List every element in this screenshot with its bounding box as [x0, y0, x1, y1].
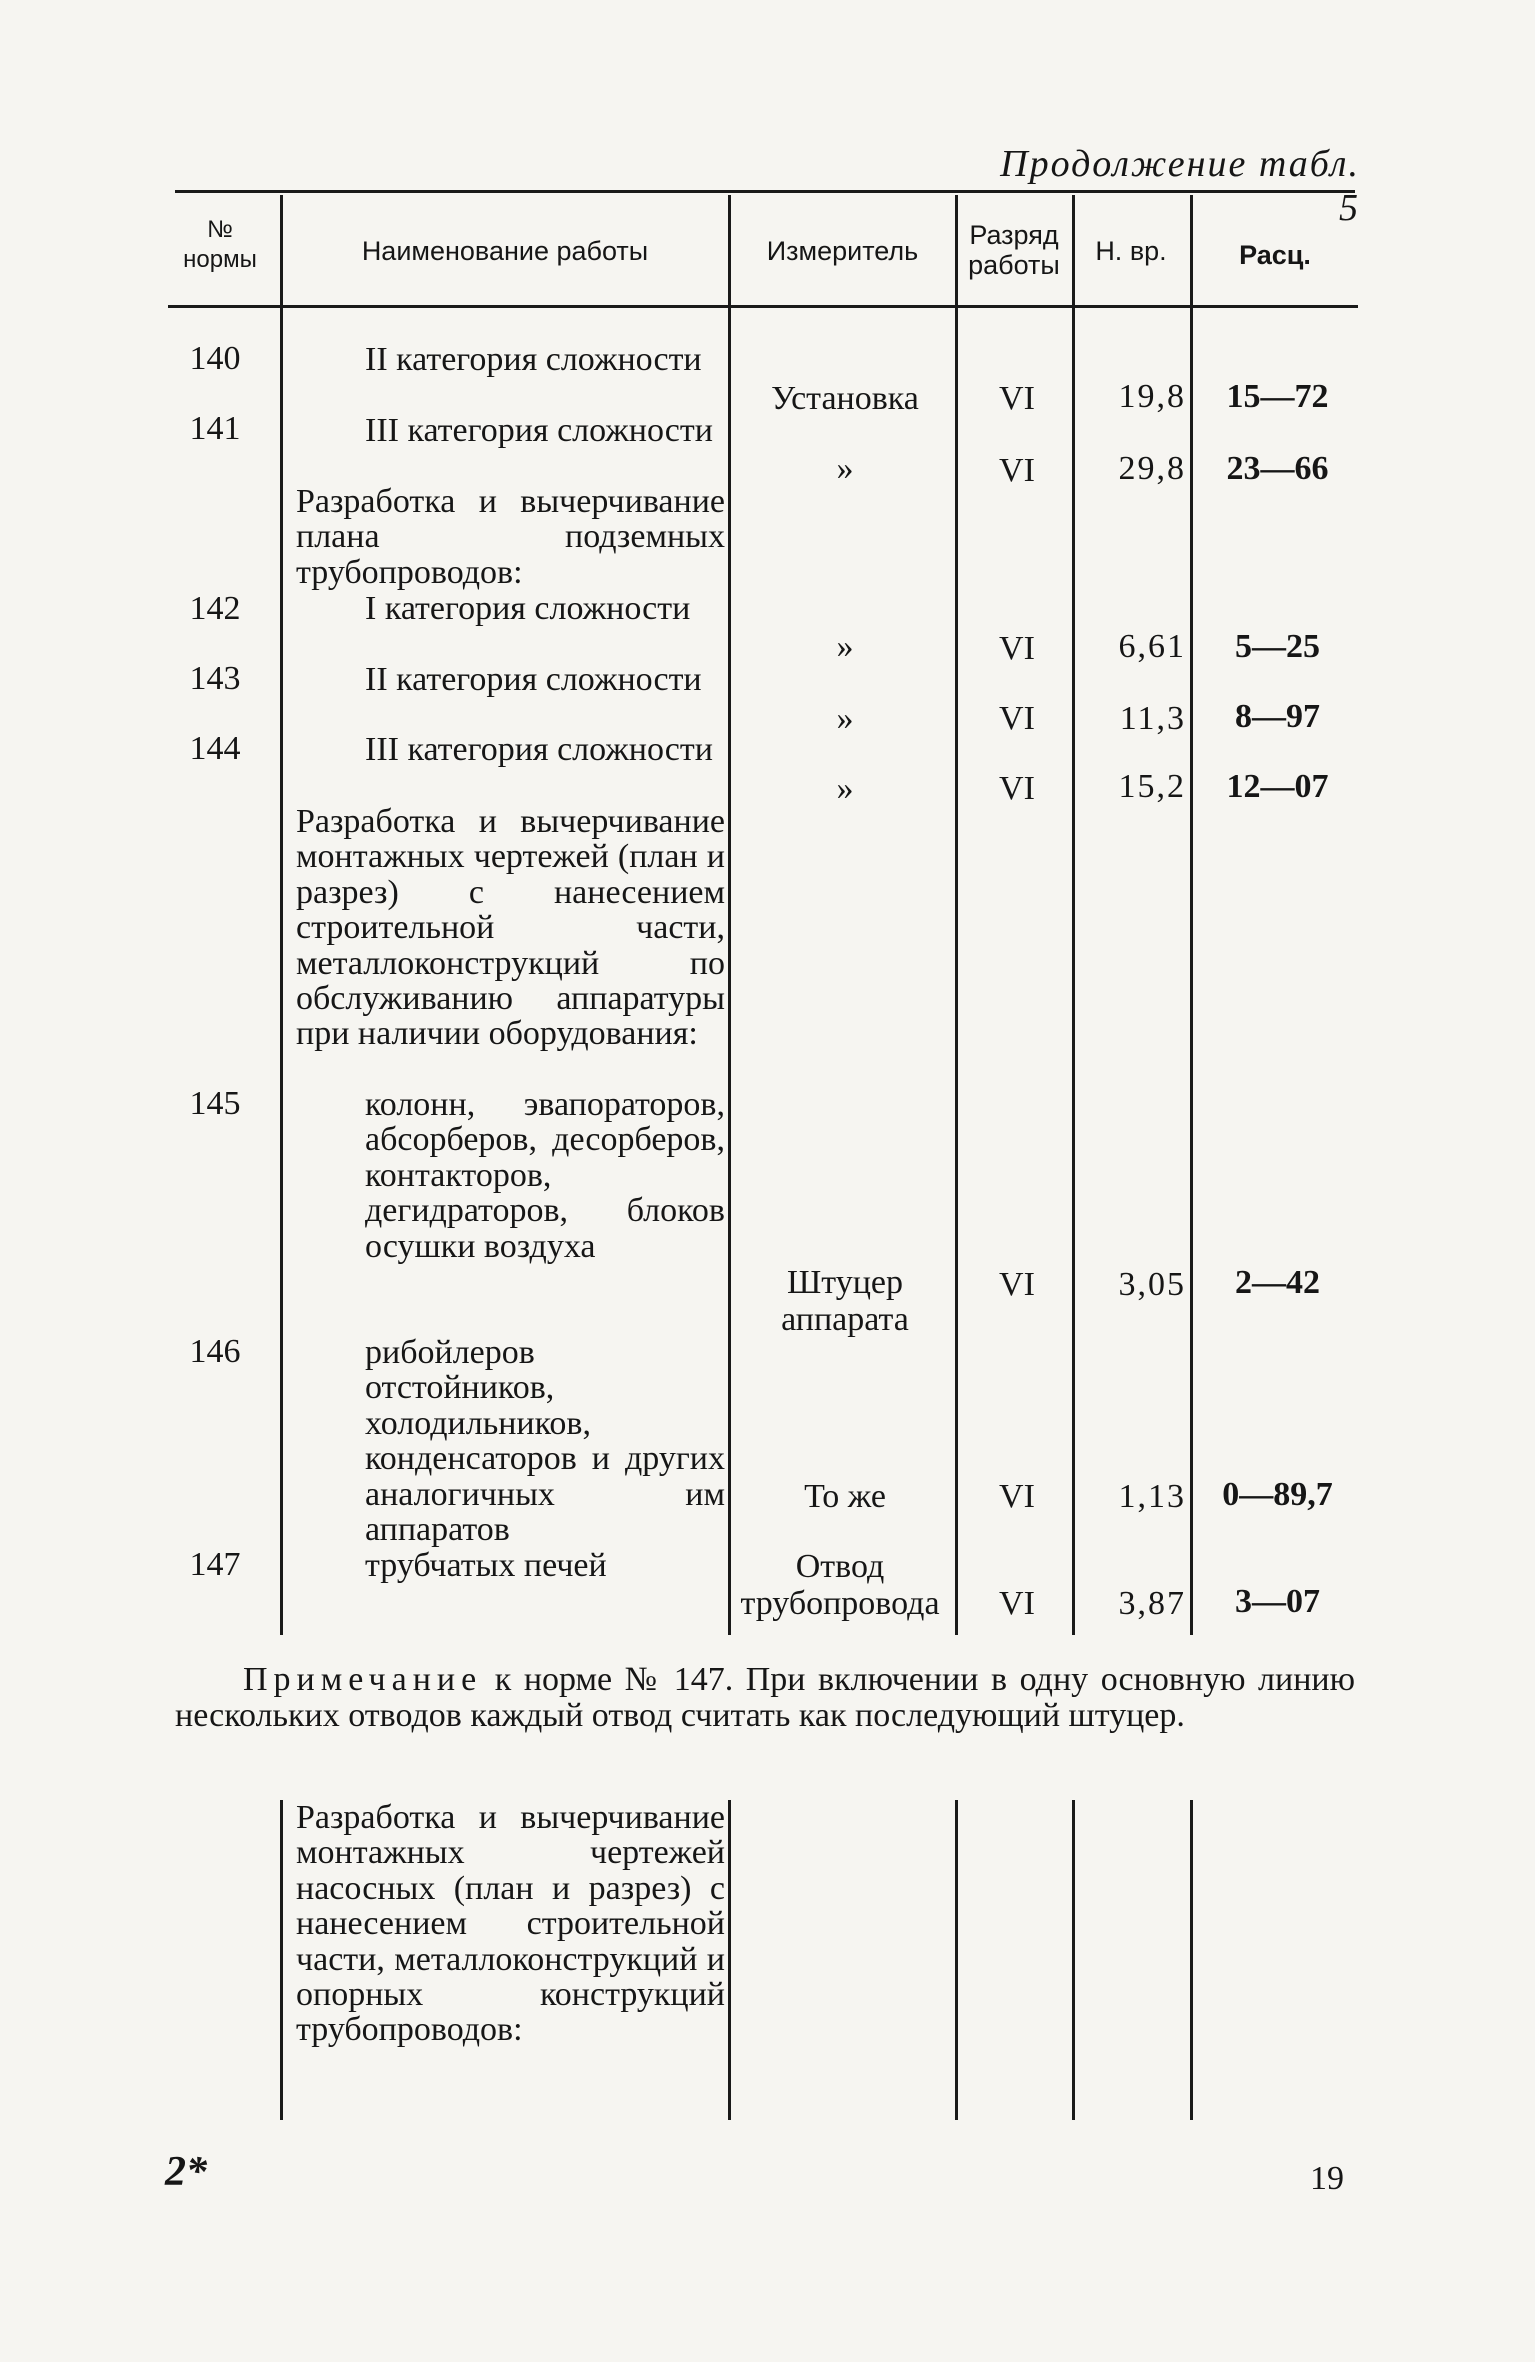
norm-number: 144 [189, 730, 241, 767]
work-description: II категория сложности [365, 661, 702, 698]
footnote-label: Примечание [243, 1661, 483, 1698]
work-grade: VI [999, 1478, 1035, 1515]
measure-unit: Штуцер аппарата [781, 1264, 909, 1338]
norm-time: 29,8 [1118, 450, 1186, 487]
norm-number: 147 [189, 1546, 241, 1583]
work-description: II категория сложности [365, 341, 702, 378]
norm-number: 140 [189, 340, 241, 377]
header-norm-time: Н. вр. [1095, 236, 1167, 266]
column-divider [955, 195, 958, 1635]
column-divider [1190, 195, 1193, 1635]
rate-value: 2—42 [1235, 1264, 1320, 1301]
column-divider [1190, 1800, 1193, 2120]
measure-unit: » [836, 450, 854, 487]
section-heading-plan: Разработка и вычерчивание плана подземных трубопроводов: [296, 483, 725, 591]
work-description: III категория сложности [365, 731, 713, 768]
column-divider [955, 1800, 958, 2120]
rate-value: 23—66 [1226, 450, 1329, 487]
norm-time: 15,2 [1118, 768, 1186, 805]
column-divider [280, 195, 283, 1635]
table-top-rule [175, 190, 1355, 193]
continuation-description: Разработка и вычерчивание монтажных чертежей насосных (план и разрез) с нанесением строительной части, металлоконструкций и опорных конструкций трубопроводов: [296, 1799, 725, 2049]
column-divider [728, 1800, 731, 2120]
footnote [175, 1662, 1355, 1734]
norm-time: 3,87 [1118, 1585, 1186, 1622]
header-grade: Разряд работы [968, 220, 1060, 280]
norm-time: 11,3 [1119, 700, 1186, 737]
work-grade: VI [999, 1585, 1035, 1622]
norm-time: 1,13 [1118, 1478, 1186, 1515]
measure-unit: Установка [771, 380, 919, 417]
norm-number: 146 [189, 1333, 241, 1370]
work-grade: VI [999, 700, 1035, 737]
measure-unit: » [836, 628, 854, 665]
norm-number: 141 [189, 410, 241, 447]
column-divider [280, 1800, 283, 2120]
norm-time: 3,05 [1118, 1266, 1186, 1303]
measure-unit: То же [804, 1478, 886, 1515]
signature-mark: 2* [165, 2149, 207, 2195]
column-divider [728, 195, 731, 1635]
norm-number: 143 [189, 660, 241, 697]
work-description: рибойлеров отстойников, холодильников, конденсаторов и других аналогичных им аппаратов [365, 1334, 725, 1549]
norm-number: 142 [189, 590, 241, 627]
measure-unit: » [836, 700, 854, 737]
norm-time: 19,8 [1118, 378, 1186, 415]
header-number: № нормы [183, 216, 257, 273]
rate-value: 5—25 [1235, 628, 1320, 665]
work-description: I категория сложности [365, 590, 691, 627]
rate-value: 8—97 [1235, 698, 1320, 735]
norm-number: 145 [189, 1085, 241, 1122]
work-grade: VI [999, 452, 1035, 489]
measure-unit: » [836, 770, 854, 807]
header-unit: Измеритель [766, 236, 919, 266]
rate-value: 3—07 [1235, 1583, 1320, 1620]
work-grade: VI [999, 770, 1035, 807]
column-divider [1072, 195, 1075, 1635]
section-heading-mount: Разработка и вычерчивание монтажных чертежей (план и разрез) с нанесением строительной части, металлоконструкций по обслуживанию аппаратуры при наличии оборудования: [296, 803, 725, 1053]
rate-value: 0—89,7 [1222, 1476, 1333, 1513]
work-grade: VI [999, 1266, 1035, 1303]
work-grade: VI [999, 630, 1035, 667]
column-divider [1072, 1800, 1075, 2120]
footnote-text: к норме № 147. При включении в одну основную линию нескольких отводов каждый отвод считать как последующий штуцер. [175, 1661, 1355, 1734]
norm-time: 6,61 [1118, 628, 1186, 665]
work-description: трубчатых печей [365, 1547, 607, 1584]
measure-unit: Отвод трубопровода [740, 1548, 940, 1622]
work-grade: VI [999, 380, 1035, 417]
work-description: III категория сложности [365, 412, 713, 449]
header-rate: Расц. [1239, 240, 1311, 270]
rate-value: 12—07 [1226, 768, 1329, 805]
page-number: 19 [1310, 2160, 1344, 2197]
work-description: колонн, эвапораторов, абсорберов, десорберов, контакторов, дегидраторов, блоков осушки воздуха [365, 1086, 725, 1265]
table-header-rule [168, 305, 1358, 308]
rate-value: 15—72 [1226, 378, 1329, 415]
table-caption: Продолжение табл. 5 [1000, 143, 1360, 229]
header-name: Наименование работы [361, 236, 649, 266]
